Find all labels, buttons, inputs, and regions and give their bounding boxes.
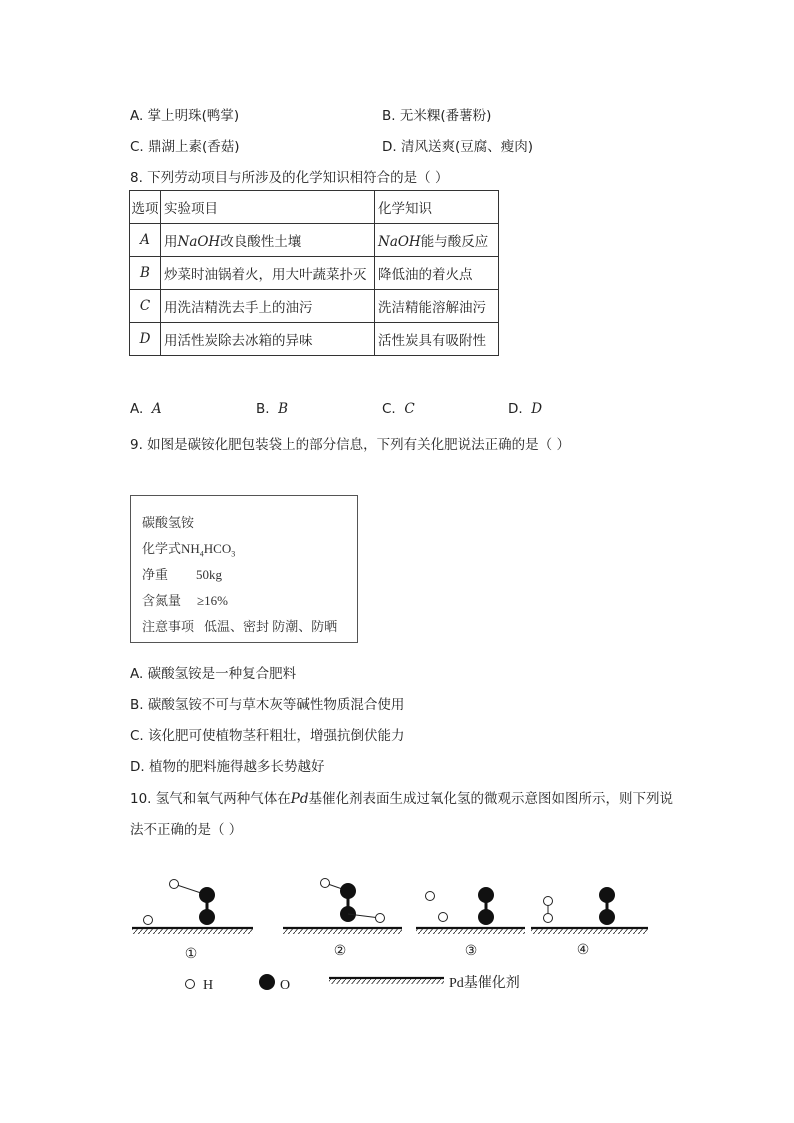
oxygen-atom [599,887,615,903]
formula-naoh: NaOH [177,234,221,250]
table-header-row [130,191,499,224]
table-header-cell: 选项 [130,191,161,224]
formula-pd: Pd [290,791,309,807]
step-4-particles [544,887,616,925]
option-prefix: B. [256,401,270,417]
q10-stem-line1 [130,787,673,807]
legend-oxygen-label: O [280,978,291,993]
text-fragment: 基催化剂表面生成过氧化氢的微观示意图如图所示，则下列说 [308,791,673,807]
text-fragment: 化学式 [142,541,182,556]
q8-option-d [508,401,542,417]
oxygen-atom [340,883,356,899]
q9-option-a: A. 碳酸氢铵是一种复合肥料 [130,666,297,682]
option-prefix: D. [508,401,523,417]
catalyst-surface [132,928,253,934]
hydrogen-atom [439,913,448,922]
subscript: 4 [199,549,204,559]
step-label-4: ④ [576,943,590,958]
text-fragment: 含氮量 [142,593,182,608]
hydrogen-atom [426,892,435,901]
label-notes [142,616,337,635]
table-row [130,323,499,356]
q8-option-b [256,401,288,417]
formula-naoh: NaOH [378,234,421,250]
hydrogen-atom [376,914,385,923]
q8-stem: 8. 下列劳动项目与所涉及的化学知识相符合的是（ ） [130,170,449,186]
table-cell-knowledge: 降低油的着火点 [375,257,499,290]
table-cell-option: D [130,323,161,356]
option-value: B [278,401,289,417]
table-cell-project [161,224,375,257]
q8-option-c [382,401,415,417]
legend-catalyst-label: Pd基催化剂 [449,976,520,991]
q9-option-d: D. 植物的肥料施得越多长势越好 [130,759,325,775]
text-fragment: ≥16% [197,593,228,608]
text-fragment: 用 [164,234,178,250]
option-prefix: C. [382,401,396,417]
label-weight [142,564,222,583]
text-fragment: 10. 氢气和氧气两种气体在 [130,791,291,807]
q8-table [129,190,499,356]
text-fragment: 改良酸性土壤 [220,234,302,250]
label-product-name: 碳酸氢铵 [142,515,195,530]
hydrogen-atom [144,916,153,925]
table-cell-knowledge: 活性炭具有吸附性 [375,323,499,356]
catalyst-surface [283,928,402,934]
hydrogen-atom [321,879,330,888]
table-cell-project: 炒菜时油锅着火，用大叶蔬菜扑灭 [161,257,375,290]
step-2-particles [321,879,385,923]
oxygen-atom [599,909,615,925]
option-value: A [151,401,162,417]
table-cell-knowledge: 洗洁精能溶解油污 [375,290,499,323]
label-nitrogen [142,590,228,609]
catalyst-surface [531,928,648,934]
step-label-2: ② [333,944,347,959]
fertilizer-label-box [130,495,358,643]
label-formula [142,538,235,559]
table-cell-project: 用活性炭除去冰箱的异味 [161,323,375,356]
catalyst-surface [416,928,525,934]
table-cell-project: 用洗洁精洗去手上的油污 [161,290,375,323]
table-row [130,257,499,290]
subscript: 3 [231,549,236,559]
q9-option-b: B. 碳酸氢铵不可与草木灰等碱性物质混合使用 [130,697,405,713]
hydrogen-atom [544,914,553,923]
legend-oxygen-icon [259,974,275,990]
table-header-cell: 化学知识 [375,191,499,224]
q8-option-a [130,401,162,417]
step-label-3: ③ [464,944,478,959]
text-fragment: 注意事项 [142,619,195,634]
oxygen-atom [199,909,215,925]
reaction-diagram [0,860,794,1000]
q9-option-c: C. 该化肥可使植物茎秆粗壮，增强抗倒伏能力 [130,728,405,744]
text-fragment: 50kg [196,567,223,582]
q10-stem-line2: 法不正确的是（ ） [130,822,243,838]
option-value: D [531,401,543,417]
table-row [130,224,499,257]
table-cell-option: A [130,224,161,257]
q7-option-a: A. 掌上明珠(鸭掌) [130,108,240,124]
option-value: C [404,401,415,417]
legend-hydrogen-icon [186,980,195,989]
q7-option-c: C. 鼎湖上素(香菇) [130,139,240,155]
legend-hydrogen-label: H [203,978,214,993]
table-cell-option: B [130,257,161,290]
q9-stem: 9. 如图是碳铵化肥包装袋上的部分信息，下列有关化肥说法正确的是（ ） [130,437,570,453]
text-fragment: HCO [203,541,232,556]
oxygen-atom [478,887,494,903]
oxygen-atom [478,909,494,925]
text-fragment: 净重 [142,567,169,582]
option-prefix: A. [130,401,144,417]
table-header-cell: 实验项目 [161,191,375,224]
q7-option-d: D. 清风送爽(豆腐、瘦肉) [382,139,534,155]
table-row [130,290,499,323]
step-1-particles [144,880,216,926]
text-fragment: 能与酸反应 [420,234,489,250]
oxygen-atom [199,887,215,903]
hydrogen-atom [170,880,179,889]
legend-catalyst-icon [329,978,444,984]
hydrogen-atom [544,897,553,906]
text-fragment: 低温、密封 防潮、防晒 [204,619,338,634]
q7-option-b: B. 无米粿(番薯粉) [382,108,492,124]
table-cell-knowledge [375,224,499,257]
step-3-particles [426,887,495,925]
step-label-1: ① [184,947,198,962]
text-fragment: NH [181,541,200,556]
table-cell-option: C [130,290,161,323]
